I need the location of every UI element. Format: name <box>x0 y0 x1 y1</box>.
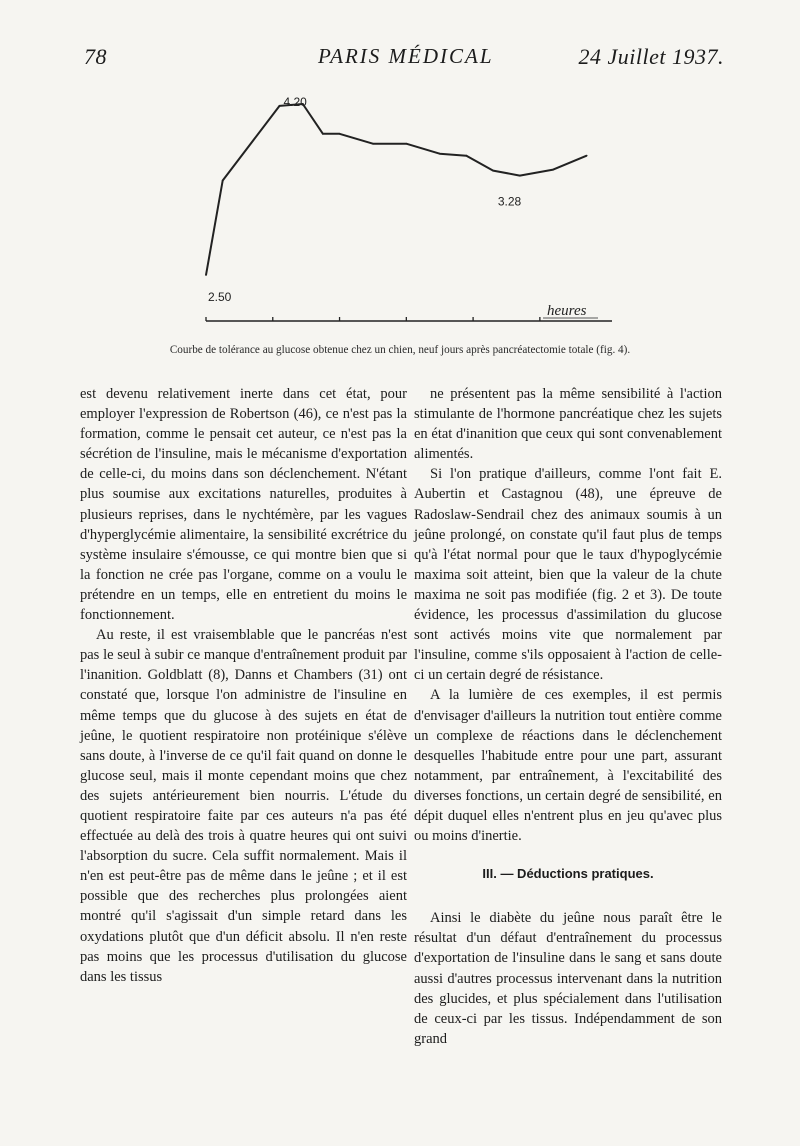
right-column <box>414 384 722 1049</box>
page-number: 78 <box>84 44 107 69</box>
figure-caption: Courbe de tolérance au glucose obtenue chez un chien, neuf jours après pancréatectomie totale (fig. 4). <box>169 344 631 356</box>
point-annotation: 3.28 <box>497 194 522 209</box>
paragraph: A la lumière de ces exemples, il est permis d'envisager d'ailleurs la nutrition tout entière comme un complexe de réactions dans le déclenchement desquelles l'habitude entre pour une part, assurant notamment, par entraînement, à l'excitabilité des diverses fonctions, un certain degré de sensibilité, en dépit duquel elles n'entrent plus en jeu qu'avec plus ou moins d'inertie. <box>414 687 722 845</box>
data-point <box>322 133 324 135</box>
paragraph: Si l'on pratique d'ailleurs, comme l'ont fait E. Aubertin et Castagnou (48), une épreuve de Radoslaw-Sendrail chez des animaux soumis à un jeûne prolongé, on constate qu'il faut plus de temps qu'à l'état normal pour que le taux d'hypoglycémie maxima soit atteint, bien que la valeur de la chute maxima ne soit pas modifiée (fig. 2 et 3). De toute évidence, les processus d'assimilation du glucose sont activés moins vite que normalement par l'insuline, comme s'ils opposaient à l'action de celle-ci un certain degré de résistance. <box>414 466 722 684</box>
left-column <box>80 384 407 987</box>
paragraph: Au reste, il est vraisemblable que le pancréas n'est pas le seul à subir ce manque d'entraînement produit par l'inanition. Goldblatt (8), Danns et Chambers (31) ont constaté que, lorsque l'on administre de l'insuline en même temps que du glucose à des sujets en état de jeûne, le quotient respiratoire non protéinique s'élève sans doute, à l'inverse de ce qu'il fait quand on donne le glucose seul, mais il monte cependant moins que chez des sujets antérieurement bien nourris. L'étude du quotient respiratoire faite par ces auteurs n'a pas été effectuée au delà des trois à quatre heures qui ont suivi l'absorption du sucre. Cela suffit normalement. Mais il n'en est peut-être pas de même dans le jeûne ; et il est possible que des recherches plus prolongées aient montré qu'il s'agissait d'un simple retard dans les oxydations plutôt que d'un déficit absolu. Il n'en reste pas moins que les processus d'utilisation du glucose dans les tissus <box>80 627 407 985</box>
journal-title: PARIS MÉDICAL <box>318 44 494 68</box>
x-axis-label: heures <box>547 303 587 319</box>
paragraph: ne présentent pas la même sensibilité à l'action stimulante de l'hormone pancréatique chez les sujets en état d'inanition que ceux qui sont convenablement alimentés. <box>414 386 722 463</box>
section-heading: III. — Déductions pratiques. <box>482 866 654 882</box>
data-point <box>205 274 207 276</box>
data-point <box>519 175 521 177</box>
running-header <box>0 40 800 80</box>
paragraph: Ainsi le diabète du jeûne nous paraît être le résultat d'un défaut d'entraînement du processus d'exportation de l'insuline dans le sang et sans doute aussi d'autres processus intervenant dans la nutrition des glucides, et plus spécialement dans l'utilisation de ceux-ci par les tissus. Indépendamment de son grand <box>414 910 722 1047</box>
data-point <box>405 143 407 145</box>
data-point <box>492 170 494 172</box>
glucose-tolerance-chart <box>0 80 800 340</box>
data-point <box>586 155 588 157</box>
point-annotation: 2.50 <box>208 290 232 305</box>
glycemia-curve-line <box>206 104 587 275</box>
data-point <box>372 143 374 145</box>
data-point <box>222 180 224 182</box>
data-point <box>439 153 441 155</box>
data-point <box>339 133 341 135</box>
data-point <box>466 155 468 157</box>
issue-date: 24 Juillet 1937. <box>578 44 724 69</box>
data-point <box>552 169 554 171</box>
point-annotation: 4.20 <box>283 94 307 109</box>
data-point <box>279 105 281 107</box>
paragraph: est devenu relativement inerte dans cet état, pour employer l'expression de Robertson (46), ce n'est pas la formation, comme le pensait cet auteur, ce n'est pas la sécrétion de l'insuline, mais le mécanisme d'exportation de celle-ci, du moins dans son déclenchement. N'étant plus soumise aux excitations naturelles, produites à plusieurs reprises, dans le nychtémère, par les vagues d'hyperglycémie alimentaire, la sensibilité excrétrice du système insulaire s'émousse, ce qui montre bien que si la fonction ne crée pas l'organe, comme on a voulu le prétendre en un temps, elle en entretient du moins le fonctionnement. <box>80 386 407 624</box>
